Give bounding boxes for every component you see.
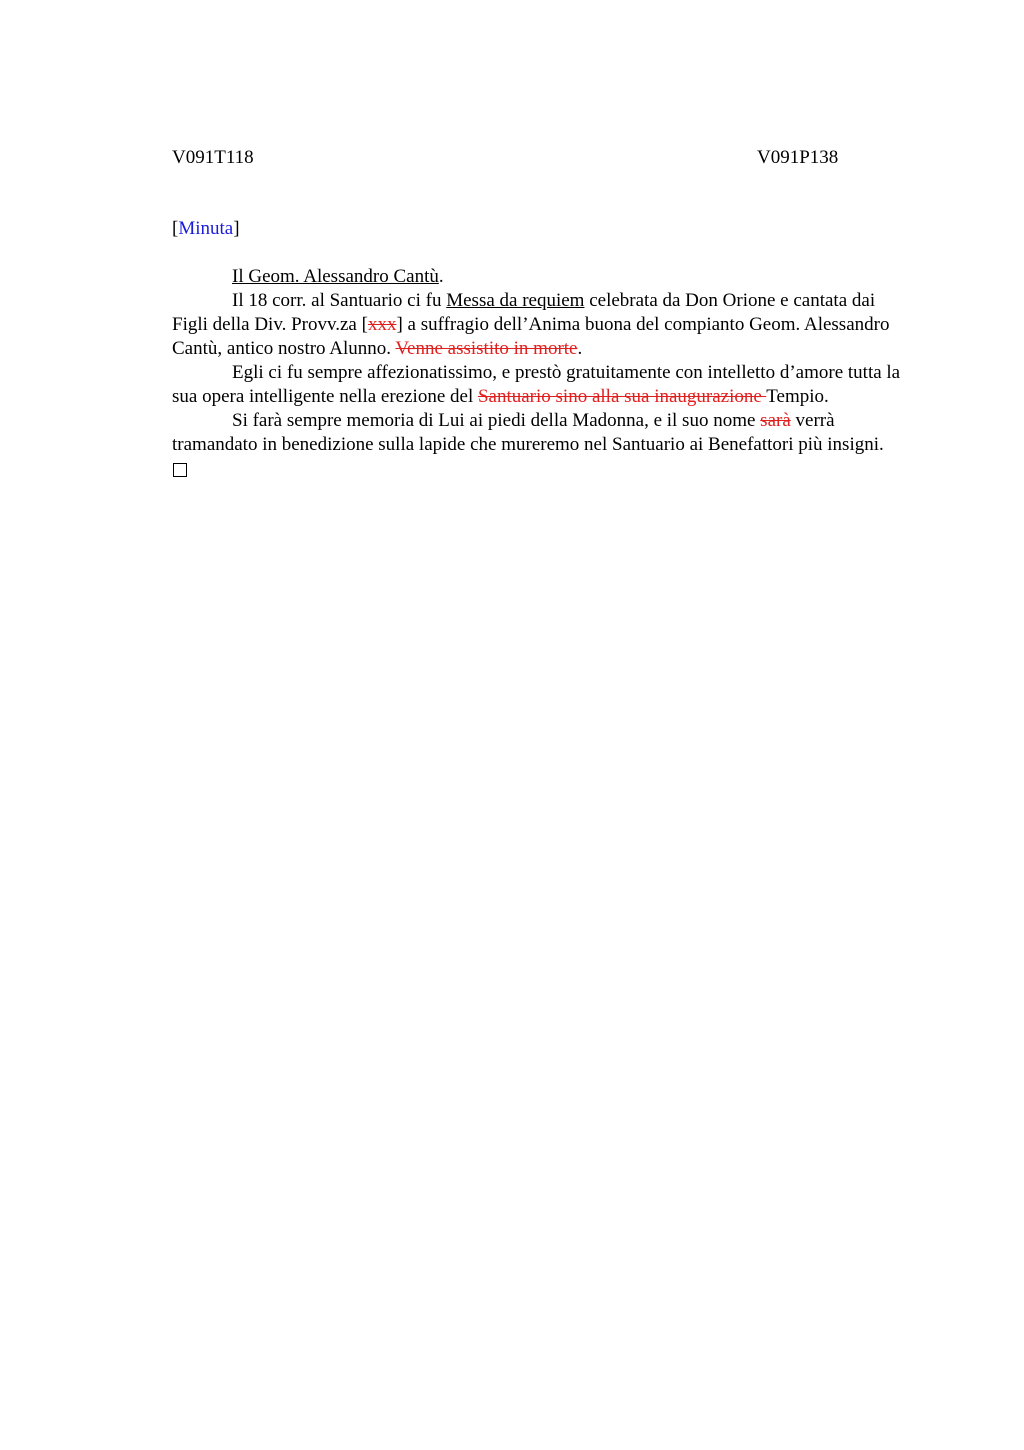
paragraph-2-text-b: Tempio. [766,386,829,407]
paragraph-1-deleted-a: xxx [367,314,397,335]
title-end: . [438,266,444,287]
paragraph-2-text-a: Egli ci fu sempre affezionatissimo, e prestò gratuitamente con intelletto d’amore tutta la sua opera intelligente nella erezione del [172,362,901,407]
document-page [172,146,907,477]
checkbox-icon [173,463,187,477]
bracket-close: ] [233,218,240,239]
paragraph-1-text-c: ] a suffragio dell’Anima buona del compianto Geom. Alessandro Cantù, antico nostro Alunno. [172,314,890,359]
paragraph-2-deleted: Santuario sino alla sua inaugurazione [477,386,767,407]
minuta-label: Minuta [178,218,234,239]
document-body [172,265,907,477]
paragraph-2 [172,361,907,409]
paragraph-1-text-a: Il 18 corr. al Santuario ci fu [232,290,447,311]
paragraph-3-deleted: sarà [760,410,791,431]
paragraph-1-deleted-b: Venne assistito in morte [395,338,578,359]
bracket-open: [ [172,218,179,239]
paragraph-3-text-a: Si farà sempre memoria di Lui ai piedi della Madonna, e il suo nome [232,410,761,431]
paragraph-1-text-b: celebrata da Don Orione e cantata dai Figli della Div. Provv.za [ [172,290,876,335]
document-code-left: V091T118 [172,147,254,168]
title-text: Il Geom. Alessandro Cantù [232,266,439,287]
document-type-label [172,217,907,241]
paragraph-1 [172,289,907,361]
paragraph-3-text-b: verrà tramandato in benedizione sulla lapide che mureremo nel Santuario ai Benefattori più insigni. [172,410,884,455]
paragraph-3 [172,409,907,457]
paragraph-1-underlined: Messa da requiem [446,290,585,311]
document-header [172,146,907,170]
document-code-right: V091P138 [757,147,839,168]
document-title [172,265,907,289]
paragraph-1-text-d: . [577,338,583,359]
